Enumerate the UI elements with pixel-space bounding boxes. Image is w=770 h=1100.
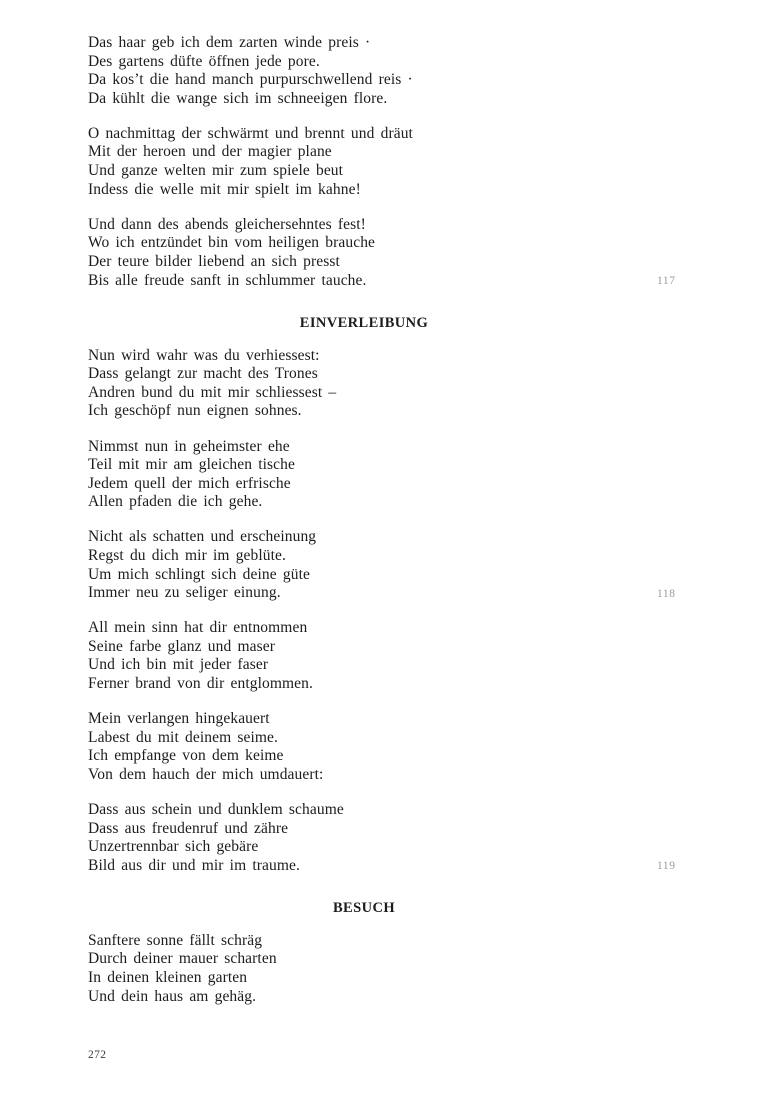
poem-line: Da kos’t die hand manch purpurschwellend reis · xyxy=(88,71,413,89)
poem-title: EINVERLEIBUNG xyxy=(299,314,429,331)
stanza xyxy=(88,438,640,512)
stanza xyxy=(88,710,640,784)
poem-line: Dass gelangt zur macht des Trones xyxy=(88,365,318,383)
poem-line: Das haar geb ich dem zarten winde preis · xyxy=(88,34,371,51)
stanza xyxy=(88,34,640,108)
stanza xyxy=(88,801,676,875)
poem-line: Allen pfaden die ich gehe. xyxy=(88,493,263,511)
margin-page-number: 119 xyxy=(657,860,676,873)
poem-line: Unzertrennbar sich gebäre xyxy=(88,838,259,856)
stanza xyxy=(88,932,640,1006)
poem-line: Teil mit mir am gleichen tische xyxy=(88,456,295,474)
poem-line: Bild aus dir und mir im traume. xyxy=(88,856,300,874)
poem-line: Nicht als schatten und erscheinung xyxy=(88,528,317,546)
stanza xyxy=(88,619,640,693)
poem-line: Durch deiner mauer scharten xyxy=(88,950,277,968)
poem-line: Seine farbe glanz und maser xyxy=(88,637,275,655)
poem-line: Dass aus freudenruf und zähre xyxy=(88,819,289,837)
poem-line: Bis alle freude sanft in schlummer tauche. xyxy=(88,271,367,289)
poem-line: Sanftere sonne fällt schräg xyxy=(88,931,263,949)
poem-line: Mein verlangen hingekauert xyxy=(88,710,270,728)
footer-page-number: 272 xyxy=(88,1049,107,1061)
poem-line: Von dem hauch der mich umdauert: xyxy=(88,765,324,783)
poem-line: Immer neu zu seliger einung. xyxy=(88,584,281,602)
poem-line: Und dann des abends gleichersehntes fest! xyxy=(88,215,366,233)
margin-page-number: 117 xyxy=(657,275,676,288)
stanza xyxy=(88,347,640,421)
margin-page-number: 118 xyxy=(657,587,676,600)
poem-line: O nachmittag der schwärmt und brennt und dräut xyxy=(88,124,413,142)
poem-line: Und ganze welten mir zum spiele beut xyxy=(88,162,344,180)
poem-line: Da kühlt die wange sich im schneeigen flore. xyxy=(88,89,388,107)
poem-line: Und ich bin mit jeder faser xyxy=(88,656,269,674)
poem-column xyxy=(88,34,676,1023)
poem-line: Des gartens düfte öffnen jede pore. xyxy=(88,52,320,70)
poem-line: Um mich schlingt sich deine güte xyxy=(88,565,310,583)
stanza xyxy=(88,528,676,602)
poem-line: Der teure bilder liebend an sich presst xyxy=(88,252,340,270)
poem-line: Ferner brand von dir entglommen. xyxy=(88,675,313,693)
poem-line: Jedem quell der mich erfrische xyxy=(88,474,291,492)
poem-line: Dass aus schein und dunklem schaume xyxy=(88,801,344,818)
stanza xyxy=(88,125,640,199)
stanza xyxy=(88,215,676,290)
poem-line: Wo ich entzündet bin vom heiligen brauche xyxy=(88,234,376,252)
poem-line: Indess die welle mit mir spielt im kahne! xyxy=(88,180,361,198)
poem-line: Andren bund du mit mir schliessest – xyxy=(88,383,337,401)
poem-line: Ich geschöpf nun eignen sohnes. xyxy=(88,402,302,420)
poem-line: In deinen kleinen garten xyxy=(88,969,248,987)
poem-title: BESUCH xyxy=(332,899,396,916)
poem-line: Ich empfange von dem keime xyxy=(88,747,284,765)
poem-line: Labest du mit deinem seime. xyxy=(88,728,279,746)
poem-line: Regst du dich mir im geblüte. xyxy=(88,546,287,564)
poem-line: All mein sinn hat dir entnommen xyxy=(88,619,308,637)
poem-line: Nun wird wahr was du verhiessest: xyxy=(88,346,320,364)
poem-line: Nimmst nun in geheimster ehe xyxy=(88,437,290,455)
poem-line: Mit der heroen und der magier plane xyxy=(88,143,332,161)
poem-line: Und dein haus am gehäg. xyxy=(88,987,257,1005)
